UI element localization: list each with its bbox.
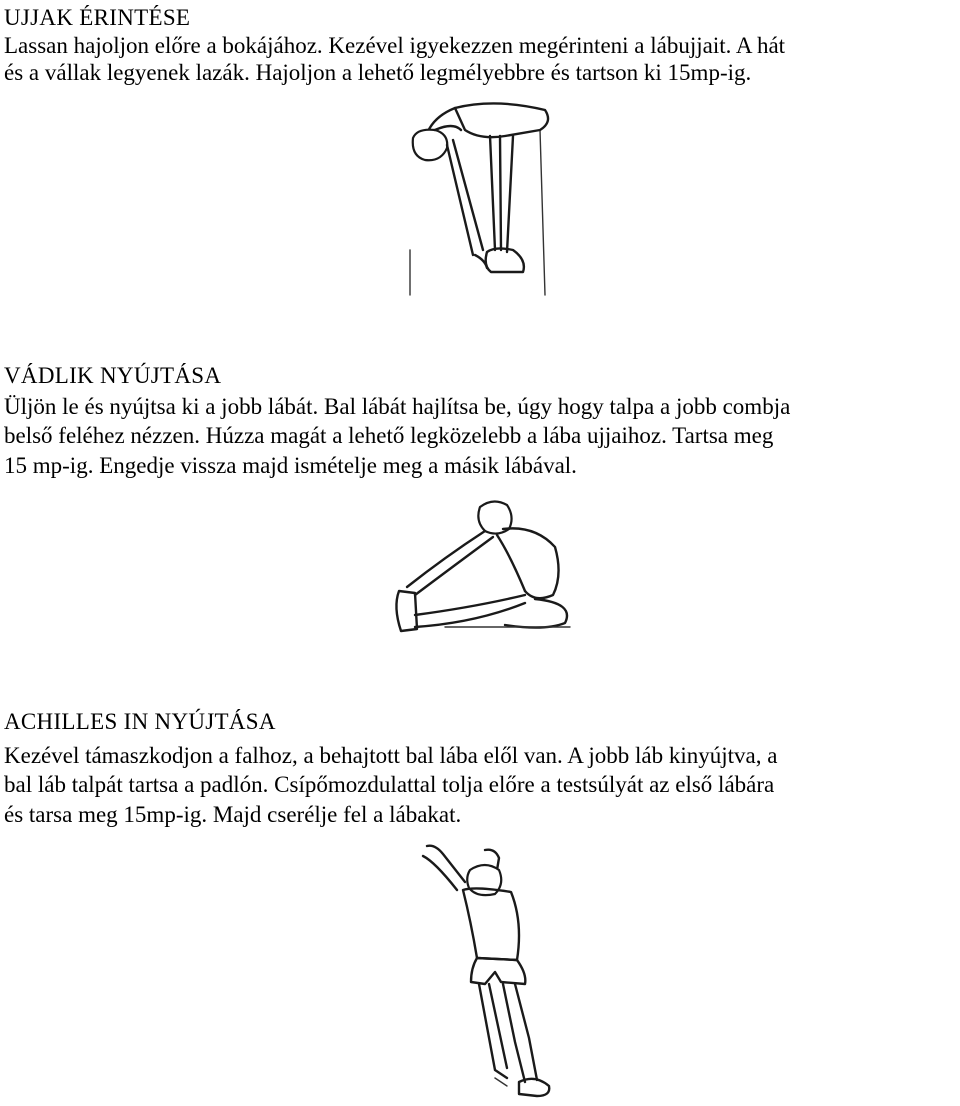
section-line: Üljön le és nyújtsa ki a jobb lábát. Bal lábát hajlítsa be, úgy hogy talpa a jobb combja xyxy=(4,393,791,419)
section-line: Kezével támaszkodjon a falhoz, a behajtott bal lába elől van. A jobb láb kinyújtva, a xyxy=(4,742,778,768)
wall-stretch-illustration xyxy=(415,842,565,1104)
section-line: és a vállak legyenek lazák. Hajoljon a lehető legmélyebbre és tartson ki 15mp-ig. xyxy=(4,60,752,85)
section-heading: VÁDLIK NYÚJTÁSA xyxy=(4,363,222,388)
section-line: Lassan hajoljon előre a bokájához. Kezével igyekezzen megérinteni a lábujjait. A hát xyxy=(4,32,786,58)
section-line: 15 mp-ig. Engedje vissza majd ismételje meg a másik lábával. xyxy=(4,452,577,478)
seated-stretch-illustration xyxy=(385,495,585,645)
section-heading: UJJAK ÉRINTÉSE xyxy=(4,5,191,30)
toe-touch-illustration xyxy=(395,100,565,300)
section-heading: ACHILLES IN NYÚJTÁSA xyxy=(4,709,276,734)
section-line: és tarsa meg 15mp-ig. Majd cserélje fel a lábakat. xyxy=(4,801,462,827)
section-achilles-stretch xyxy=(4,708,959,828)
section-calf-stretch xyxy=(4,362,959,479)
section-line: belső feléhez nézzen. Húzza magát a lehető legközelebb a lába ujjaihoz. Tartsa meg xyxy=(4,423,774,448)
section-line: bal láb talpát tartsa a padlón. Csípőmozdulattal tolja előre a testsúlyát az első lábára xyxy=(4,772,775,797)
section-toe-touch xyxy=(4,4,959,87)
